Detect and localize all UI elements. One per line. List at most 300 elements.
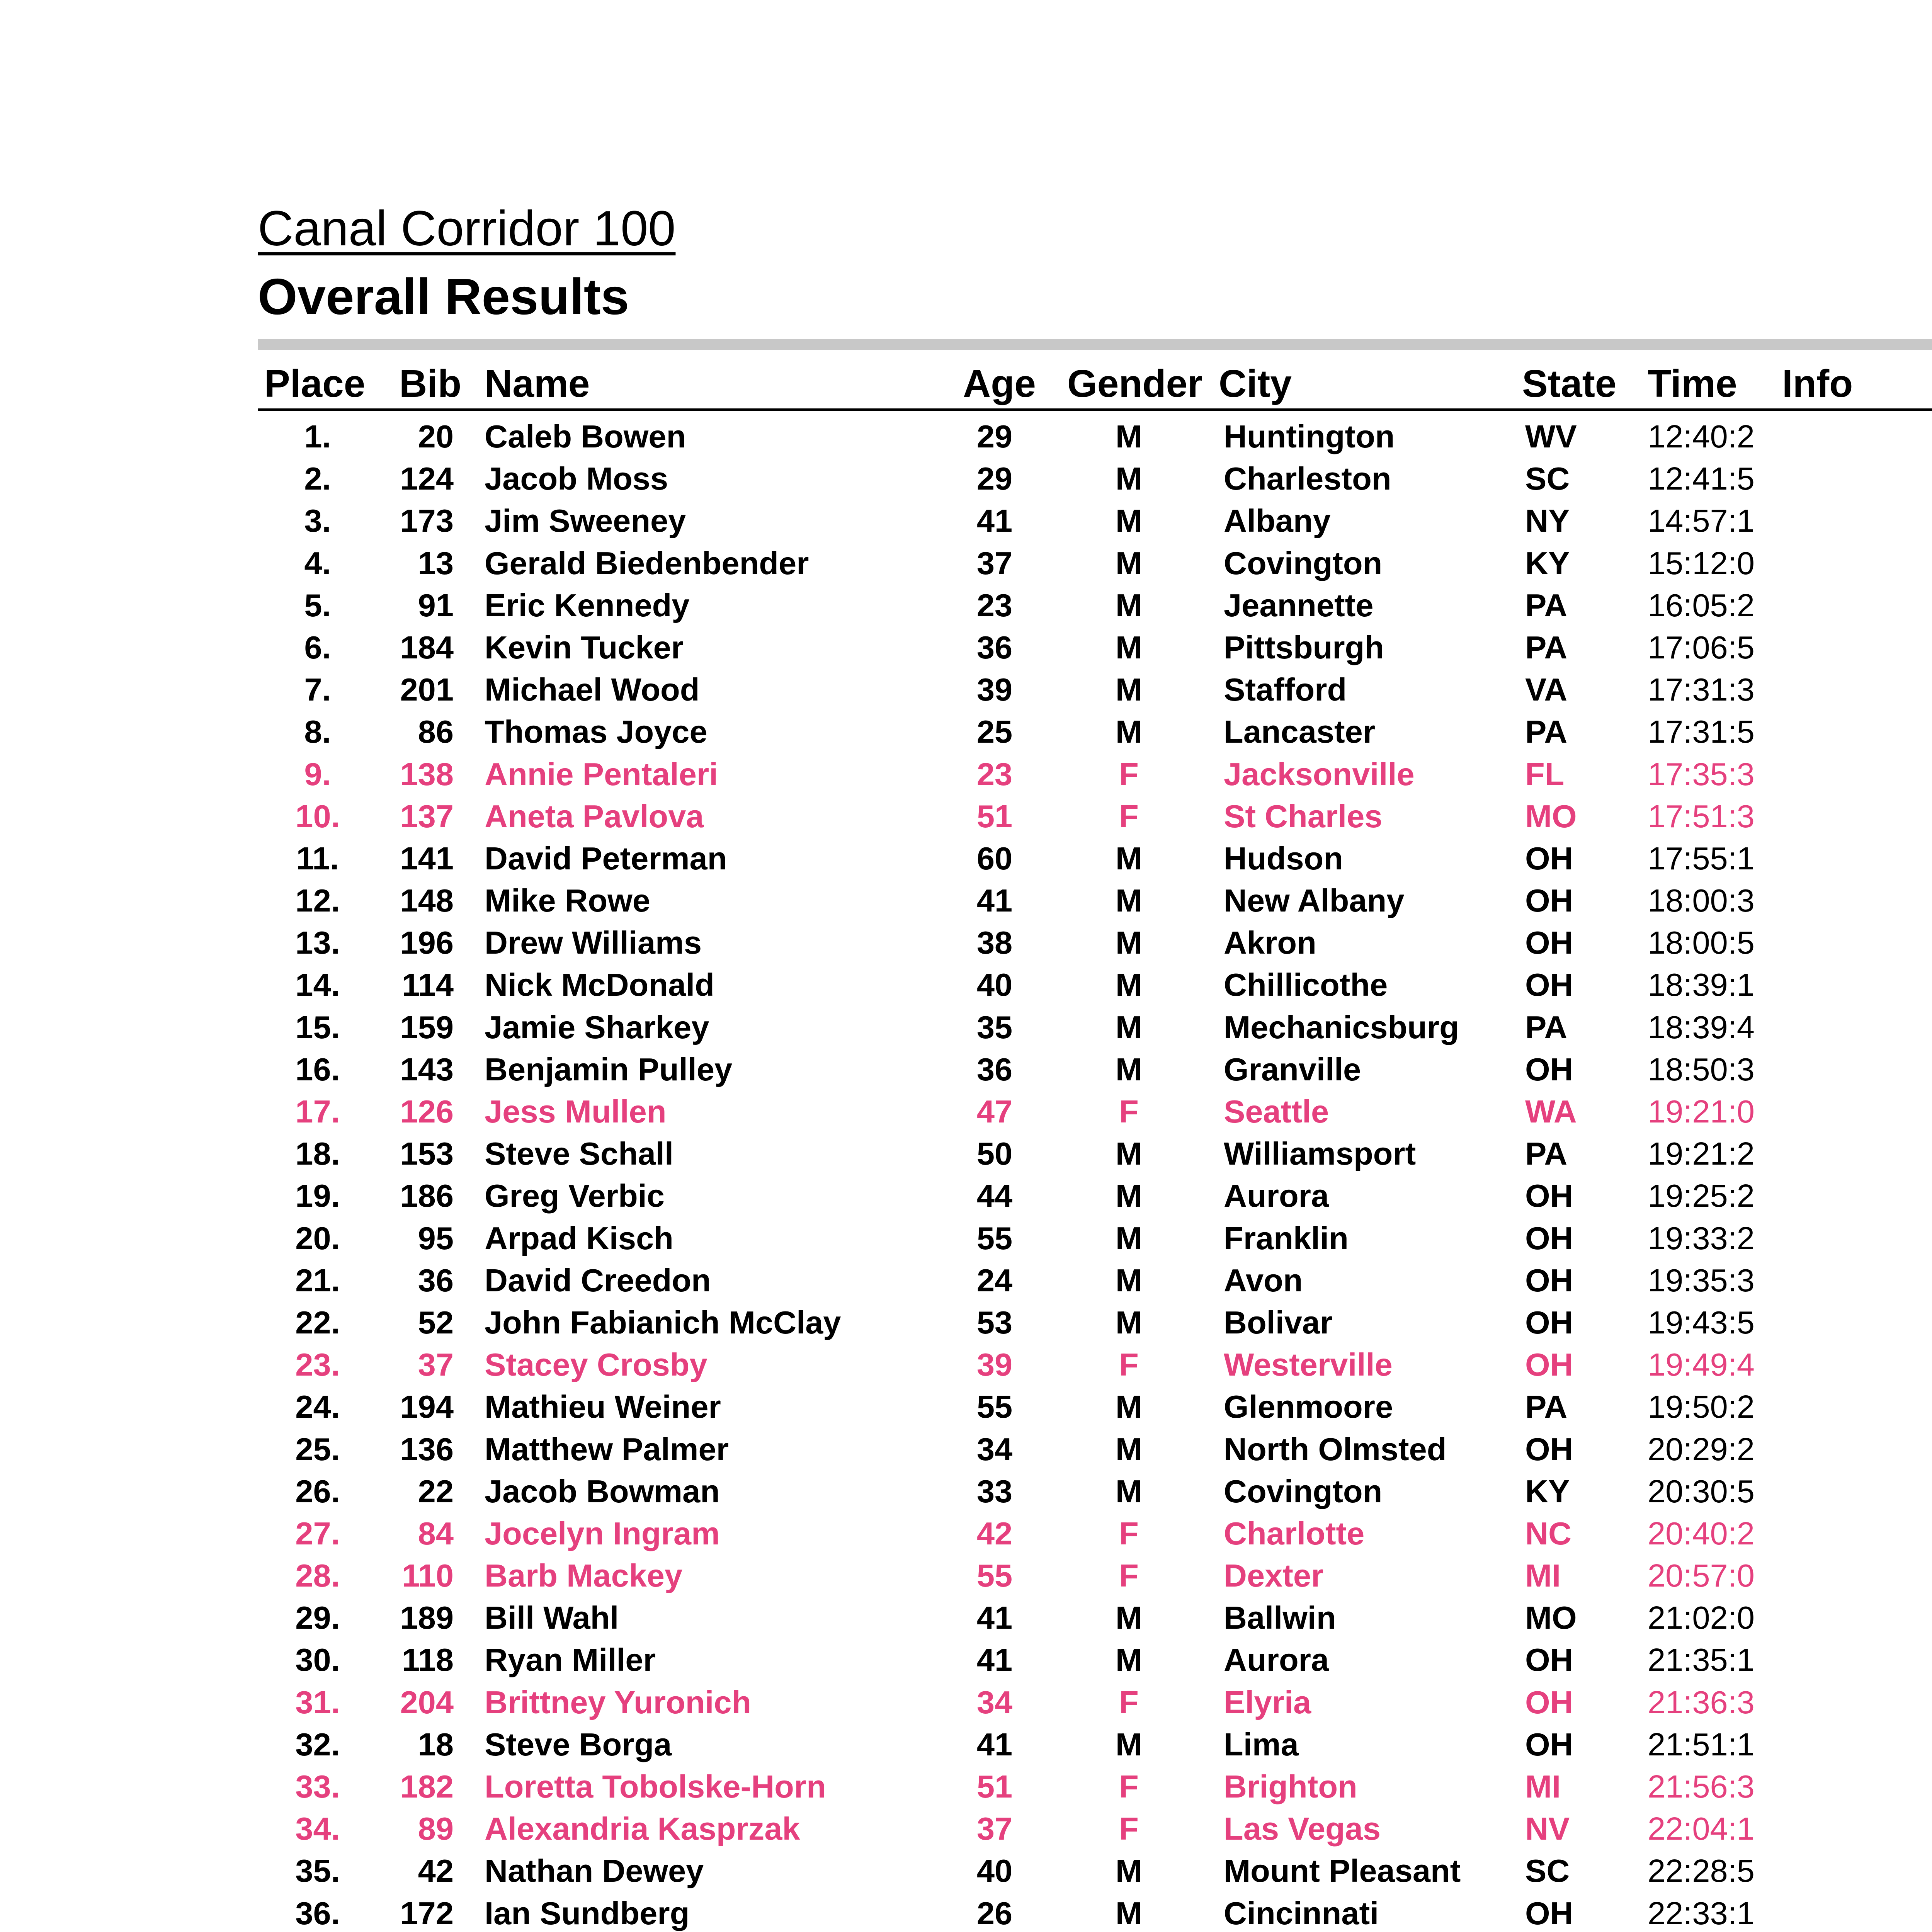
- race-title: Canal Corridor 100: [258, 201, 676, 256]
- cell-bib: 194: [400, 1389, 454, 1425]
- cell-bib: 159: [400, 1009, 454, 1045]
- table-row: [258, 1301, 1932, 1344]
- cell-gender: F: [1119, 1811, 1139, 1847]
- cell-place: 3.: [304, 503, 331, 539]
- cell-time: 21:35:1: [1648, 1642, 1755, 1678]
- cell-age: 34: [976, 1431, 1013, 1467]
- table-row: [258, 584, 1932, 626]
- cell-age: 53: [976, 1304, 1013, 1340]
- cell-state: PA: [1525, 629, 1568, 665]
- table-row: [258, 711, 1932, 753]
- cell-age: 40: [976, 967, 1013, 1003]
- table-row: [258, 1554, 1932, 1597]
- cell-place: 32.: [295, 1726, 340, 1762]
- cell-bib: 172: [400, 1895, 454, 1931]
- cell-age: 60: [976, 840, 1013, 876]
- title-divider: [258, 339, 1932, 350]
- cell-name: Bill Wahl: [485, 1600, 619, 1636]
- table-row: [258, 1808, 1932, 1850]
- cell-time: 19:33:2: [1648, 1220, 1755, 1256]
- cell-bib: 124: [400, 461, 454, 497]
- cell-city: Bolivar: [1224, 1304, 1333, 1340]
- table-row: [258, 542, 1932, 584]
- cell-state: OH: [1525, 925, 1573, 961]
- cell-name: Nick McDonald: [485, 967, 714, 1003]
- table-row: [258, 1597, 1932, 1639]
- cell-place: 7.: [304, 672, 331, 708]
- cell-place: 6.: [304, 629, 331, 665]
- cell-gender: M: [1115, 1178, 1143, 1214]
- table-row: [258, 1681, 1932, 1723]
- table-row: [258, 1470, 1932, 1512]
- cell-age: 55: [976, 1389, 1013, 1425]
- cell-city: Mechanicsburg: [1224, 1009, 1459, 1045]
- cell-state: OH: [1525, 1178, 1573, 1214]
- cell-state: OH: [1525, 1220, 1573, 1256]
- cell-place: 19.: [295, 1178, 340, 1214]
- table-row: [258, 1133, 1932, 1175]
- table-row: [258, 1765, 1932, 1808]
- table-row: [258, 922, 1932, 964]
- cell-state: PA: [1525, 1389, 1568, 1425]
- cell-place: 11.: [296, 840, 339, 876]
- cell-city: Charlotte: [1224, 1515, 1365, 1551]
- cell-name: Caleb Bowen: [485, 418, 686, 454]
- header-age: Age: [963, 362, 1036, 405]
- cell-gender: M: [1115, 672, 1143, 708]
- table-row: [258, 1006, 1932, 1048]
- cell-place: 5.: [304, 587, 331, 623]
- cell-name: Jim Sweeney: [485, 503, 686, 539]
- cell-gender: M: [1115, 1136, 1143, 1172]
- cell-gender: M: [1115, 1389, 1143, 1425]
- cell-place: 2.: [304, 461, 331, 497]
- cell-state: NY: [1525, 503, 1570, 539]
- cell-bib: 86: [418, 714, 454, 750]
- table-row: [258, 795, 1932, 837]
- cell-name: Nathan Dewey: [485, 1853, 704, 1889]
- cell-state: OH: [1525, 1684, 1573, 1720]
- cell-name: Arpad Kisch: [485, 1220, 673, 1256]
- cell-age: 29: [976, 461, 1013, 497]
- cell-time: 21:36:3: [1648, 1684, 1755, 1720]
- results-table-body: [258, 415, 1932, 1932]
- cell-city: Pittsburgh: [1224, 629, 1384, 665]
- cell-bib: 84: [418, 1515, 454, 1551]
- cell-age: 51: [976, 798, 1013, 834]
- cell-name: Annie Pentaleri: [485, 756, 718, 792]
- cell-place: 33.: [295, 1769, 340, 1804]
- cell-state: KY: [1525, 545, 1570, 581]
- cell-age: 24: [976, 1262, 1013, 1298]
- cell-city: St Charles: [1224, 798, 1383, 834]
- cell-gender: M: [1115, 1853, 1143, 1889]
- table-row: [258, 1259, 1932, 1301]
- cell-name: David Peterman: [485, 840, 727, 876]
- cell-place: 24.: [295, 1389, 340, 1425]
- cell-place: 13.: [295, 925, 340, 961]
- cell-bib: 136: [400, 1431, 454, 1467]
- cell-age: 35: [976, 1009, 1013, 1045]
- cell-gender: M: [1115, 1600, 1143, 1636]
- cell-age: 34: [976, 1684, 1013, 1720]
- cell-place: 17.: [295, 1094, 340, 1129]
- cell-place: 22.: [295, 1304, 340, 1340]
- cell-name: Ryan Miller: [485, 1642, 656, 1678]
- table-row: [258, 500, 1932, 542]
- cell-place: 30.: [295, 1642, 340, 1678]
- table-row: [258, 1386, 1932, 1428]
- cell-city: Hudson: [1224, 840, 1343, 876]
- cell-name: Jacob Bowman: [485, 1473, 720, 1509]
- cell-gender: F: [1119, 1515, 1139, 1551]
- cell-state: VA: [1525, 672, 1568, 708]
- table-row: [258, 879, 1932, 922]
- cell-place: 26.: [295, 1473, 340, 1509]
- cell-gender: F: [1119, 1769, 1139, 1804]
- cell-age: 39: [976, 1347, 1013, 1383]
- cell-city: Akron: [1224, 925, 1316, 961]
- cell-gender: M: [1115, 461, 1143, 497]
- cell-age: 51: [976, 1769, 1013, 1804]
- cell-place: 15.: [295, 1009, 340, 1045]
- cell-age: 41: [976, 1642, 1013, 1678]
- cell-time: 22:33:1: [1648, 1895, 1755, 1931]
- cell-age: 47: [976, 1094, 1013, 1129]
- cell-place: 16.: [295, 1051, 340, 1087]
- cell-time: 15:12:0: [1648, 545, 1755, 581]
- results-table-header: [258, 355, 1932, 413]
- table-row: [258, 1512, 1932, 1554]
- cell-city: Las Vegas: [1224, 1811, 1381, 1847]
- cell-gender: M: [1115, 418, 1143, 454]
- cell-place: 18.: [295, 1136, 340, 1172]
- results-subtitle: Overall Results: [258, 268, 629, 325]
- cell-bib: 189: [400, 1600, 454, 1636]
- cell-place: 25.: [295, 1431, 340, 1467]
- cell-city: Brighton: [1224, 1769, 1357, 1804]
- cell-time: 19:43:5: [1648, 1304, 1755, 1340]
- cell-name: Brittney Yuronich: [485, 1684, 752, 1720]
- cell-bib: 95: [418, 1220, 454, 1256]
- cell-state: OH: [1525, 1304, 1573, 1340]
- cell-state: NC: [1525, 1515, 1571, 1551]
- cell-city: Lima: [1224, 1726, 1299, 1762]
- cell-city: Franklin: [1224, 1220, 1349, 1256]
- cell-place: 31.: [295, 1684, 340, 1720]
- cell-gender: M: [1115, 840, 1143, 876]
- cell-state: OH: [1525, 840, 1573, 876]
- cell-name: Alexandria Kasprzak: [485, 1811, 800, 1847]
- cell-city: Elyria: [1224, 1684, 1311, 1720]
- header-city: City: [1219, 362, 1292, 405]
- cell-name: Michael Wood: [485, 672, 700, 708]
- cell-gender: M: [1115, 1431, 1143, 1467]
- cell-name: Aneta Pavlova: [485, 798, 704, 834]
- cell-time: 21:56:3: [1648, 1769, 1755, 1804]
- cell-time: 20:40:2: [1648, 1515, 1755, 1551]
- cell-bib: 137: [400, 798, 454, 834]
- cell-bib: 52: [418, 1304, 454, 1340]
- cell-city: North Olmsted: [1224, 1431, 1447, 1467]
- table-row: [258, 668, 1932, 711]
- cell-time: 22:28:5: [1648, 1853, 1755, 1889]
- cell-gender: M: [1115, 1895, 1143, 1931]
- cell-time: 20:57:0: [1648, 1558, 1755, 1594]
- cell-name: Thomas Joyce: [485, 714, 707, 750]
- cell-place: 35.: [295, 1853, 340, 1889]
- cell-age: 38: [976, 925, 1013, 961]
- cell-place: 12.: [295, 883, 340, 919]
- cell-age: 33: [976, 1473, 1013, 1509]
- cell-state: PA: [1525, 1136, 1568, 1172]
- cell-age: 37: [976, 1811, 1013, 1847]
- table-row: [258, 1090, 1932, 1133]
- cell-state: PA: [1525, 714, 1568, 750]
- cell-place: 1.: [304, 418, 331, 454]
- cell-bib: 91: [418, 587, 454, 623]
- header-bib: Bib: [399, 362, 462, 405]
- cell-name: Gerald Biedenbender: [485, 545, 809, 581]
- cell-place: 4.: [304, 545, 331, 581]
- cell-gender: M: [1115, 629, 1143, 665]
- cell-gender: M: [1115, 967, 1143, 1003]
- cell-age: 41: [976, 503, 1013, 539]
- table-row: [258, 1175, 1932, 1217]
- cell-place: 14.: [295, 967, 340, 1003]
- cell-gender: M: [1115, 1473, 1143, 1509]
- cell-time: 21:02:0: [1648, 1600, 1755, 1636]
- cell-bib: 182: [400, 1769, 454, 1804]
- cell-city: Stafford: [1224, 672, 1347, 708]
- cell-name: Kevin Tucker: [485, 629, 684, 665]
- cell-city: Chillicothe: [1224, 967, 1388, 1003]
- cell-gender: F: [1119, 1558, 1139, 1594]
- cell-gender: M: [1115, 1726, 1143, 1762]
- cell-bib: 36: [418, 1262, 454, 1298]
- cell-state: MO: [1525, 1600, 1577, 1636]
- table-row: [258, 626, 1932, 668]
- cell-place: 23.: [295, 1347, 340, 1383]
- cell-name: Loretta Tobolske-Horn: [485, 1769, 826, 1804]
- cell-bib: 153: [400, 1136, 454, 1172]
- cell-city: Covington: [1224, 1473, 1383, 1509]
- cell-gender: M: [1115, 1304, 1143, 1340]
- table-row: [258, 1217, 1932, 1259]
- cell-state: OH: [1525, 1642, 1573, 1678]
- cell-name: Jess Mullen: [485, 1094, 667, 1129]
- cell-bib: 20: [418, 418, 454, 454]
- cell-bib: 186: [400, 1178, 454, 1214]
- cell-place: 9.: [304, 756, 331, 792]
- cell-place: 28.: [295, 1558, 340, 1594]
- cell-name: Ian Sundberg: [485, 1895, 690, 1931]
- cell-time: 18:50:3: [1648, 1051, 1755, 1087]
- cell-state: PA: [1525, 1009, 1568, 1045]
- cell-bib: 141: [400, 840, 454, 876]
- cell-state: MI: [1525, 1769, 1561, 1804]
- cell-age: 36: [976, 1051, 1013, 1087]
- cell-age: 55: [976, 1220, 1013, 1256]
- cell-city: Glenmoore: [1224, 1389, 1393, 1425]
- table-row: [258, 415, 1932, 457]
- cell-age: 29: [976, 418, 1013, 454]
- cell-place: 29.: [295, 1600, 340, 1636]
- cell-time: 19:25:2: [1648, 1178, 1755, 1214]
- cell-state: SC: [1525, 461, 1570, 497]
- cell-age: 41: [976, 1600, 1013, 1636]
- cell-bib: 22: [418, 1473, 454, 1509]
- cell-state: OH: [1525, 1431, 1573, 1467]
- cell-state: MI: [1525, 1558, 1561, 1594]
- table-row: [258, 1850, 1932, 1892]
- cell-name: Drew Williams: [485, 925, 702, 961]
- cell-state: PA: [1525, 587, 1568, 623]
- cell-name: Eric Kennedy: [485, 587, 690, 623]
- cell-bib: 42: [418, 1853, 454, 1889]
- cell-time: 18:00:5: [1648, 925, 1755, 961]
- cell-age: 26: [976, 1895, 1013, 1931]
- cell-name: Jacob Moss: [485, 461, 668, 497]
- cell-place: 10.: [295, 798, 340, 834]
- cell-time: 19:50:2: [1648, 1389, 1755, 1425]
- cell-time: 20:30:5: [1648, 1473, 1755, 1509]
- cell-gender: M: [1115, 1009, 1143, 1045]
- cell-time: 17:31:3: [1648, 672, 1755, 708]
- cell-time: 18:39:4: [1648, 1009, 1755, 1045]
- cell-city: Cincinnati: [1224, 1895, 1379, 1931]
- cell-bib: 138: [400, 756, 454, 792]
- cell-age: 25: [976, 714, 1013, 750]
- table-row: [258, 1723, 1932, 1765]
- cell-gender: M: [1115, 1642, 1143, 1678]
- cell-age: 36: [976, 629, 1013, 665]
- cell-city: Avon: [1224, 1262, 1303, 1298]
- cell-city: Westerville: [1224, 1347, 1393, 1383]
- cell-age: 41: [976, 883, 1013, 919]
- cell-place: 20.: [295, 1220, 340, 1256]
- cell-gender: F: [1119, 1094, 1139, 1129]
- cell-name: Stacey Crosby: [485, 1347, 707, 1383]
- header-info: Info: [1782, 362, 1853, 405]
- cell-age: 40: [976, 1853, 1013, 1889]
- cell-name: Mike Rowe: [485, 883, 650, 919]
- cell-bib: 143: [400, 1051, 454, 1087]
- cell-place: 8.: [304, 714, 331, 750]
- cell-bib: 126: [400, 1094, 454, 1129]
- cell-gender: F: [1119, 1347, 1139, 1383]
- cell-gender: F: [1119, 798, 1139, 834]
- cell-name: John Fabianich McClay: [485, 1304, 841, 1340]
- cell-time: 17:35:3: [1648, 756, 1755, 792]
- cell-age: 41: [976, 1726, 1013, 1762]
- cell-age: 23: [976, 587, 1013, 623]
- table-row: [258, 837, 1932, 879]
- cell-time: 16:05:2: [1648, 587, 1755, 623]
- cell-age: 39: [976, 672, 1013, 708]
- cell-gender: M: [1115, 587, 1143, 623]
- cell-name: Jamie Sharkey: [485, 1009, 709, 1045]
- cell-place: 36.: [295, 1895, 340, 1931]
- cell-bib: 13: [418, 545, 454, 581]
- cell-state: OH: [1525, 1726, 1573, 1762]
- cell-state: FL: [1525, 756, 1565, 792]
- table-row: [258, 1428, 1932, 1470]
- header-divider: [258, 408, 1932, 411]
- cell-state: KY: [1525, 1473, 1570, 1509]
- cell-time: 21:51:1: [1648, 1726, 1755, 1762]
- cell-bib: 118: [402, 1642, 454, 1678]
- header-place: Place: [264, 362, 366, 405]
- table-row: [258, 964, 1932, 1006]
- cell-place: 21.: [295, 1262, 340, 1298]
- cell-gender: M: [1115, 545, 1143, 581]
- cell-city: Lancaster: [1224, 714, 1376, 750]
- cell-bib: 18: [418, 1726, 454, 1762]
- cell-time: 12:41:5: [1648, 461, 1755, 497]
- cell-gender: M: [1115, 1262, 1143, 1298]
- cell-name: Steve Borga: [485, 1726, 672, 1762]
- cell-gender: M: [1115, 503, 1143, 539]
- cell-city: Covington: [1224, 545, 1383, 581]
- table-row: [258, 457, 1932, 500]
- cell-age: 23: [976, 756, 1013, 792]
- cell-name: David Creedon: [485, 1262, 711, 1298]
- cell-name: Greg Verbic: [485, 1178, 665, 1214]
- cell-time: 18:39:1: [1648, 967, 1755, 1003]
- cell-time: 19:21:2: [1648, 1136, 1755, 1172]
- cell-name: Mathieu Weiner: [485, 1389, 721, 1425]
- cell-city: Huntington: [1224, 418, 1395, 454]
- cell-city: Albany: [1224, 503, 1331, 539]
- header-name: Name: [485, 362, 590, 405]
- cell-state: OH: [1525, 1347, 1573, 1383]
- cell-gender: F: [1119, 756, 1139, 792]
- cell-gender: M: [1115, 1220, 1143, 1256]
- cell-age: 37: [976, 545, 1013, 581]
- cell-bib: 148: [400, 883, 454, 919]
- table-row: [258, 753, 1932, 795]
- cell-place: 27.: [295, 1515, 340, 1551]
- cell-city: Granville: [1224, 1051, 1361, 1087]
- cell-age: 55: [976, 1558, 1013, 1594]
- cell-name: Jocelyn Ingram: [485, 1515, 720, 1551]
- cell-age: 50: [976, 1136, 1013, 1172]
- cell-bib: 37: [418, 1347, 454, 1383]
- cell-state: OH: [1525, 883, 1573, 919]
- cell-time: 19:35:3: [1648, 1262, 1755, 1298]
- header-gender: Gender: [1067, 362, 1203, 405]
- cell-time: 22:04:1: [1648, 1811, 1755, 1847]
- cell-bib: 184: [400, 629, 454, 665]
- cell-bib: 196: [400, 925, 454, 961]
- cell-city: Charleston: [1224, 461, 1391, 497]
- cell-age: 44: [976, 1178, 1013, 1214]
- table-row: [258, 1639, 1932, 1681]
- cell-bib: 173: [400, 503, 454, 539]
- cell-state: WV: [1525, 418, 1577, 454]
- cell-bib: 201: [400, 672, 454, 708]
- cell-state: WA: [1525, 1094, 1577, 1129]
- cell-time: 17:51:3: [1648, 798, 1755, 834]
- cell-city: Ballwin: [1224, 1600, 1336, 1636]
- cell-state: OH: [1525, 1051, 1573, 1087]
- cell-city: Dexter: [1224, 1558, 1324, 1594]
- cell-age: 42: [976, 1515, 1013, 1551]
- cell-name: Steve Schall: [485, 1136, 674, 1172]
- cell-city: Jeannette: [1224, 587, 1374, 623]
- cell-time: 19:21:0: [1648, 1094, 1755, 1129]
